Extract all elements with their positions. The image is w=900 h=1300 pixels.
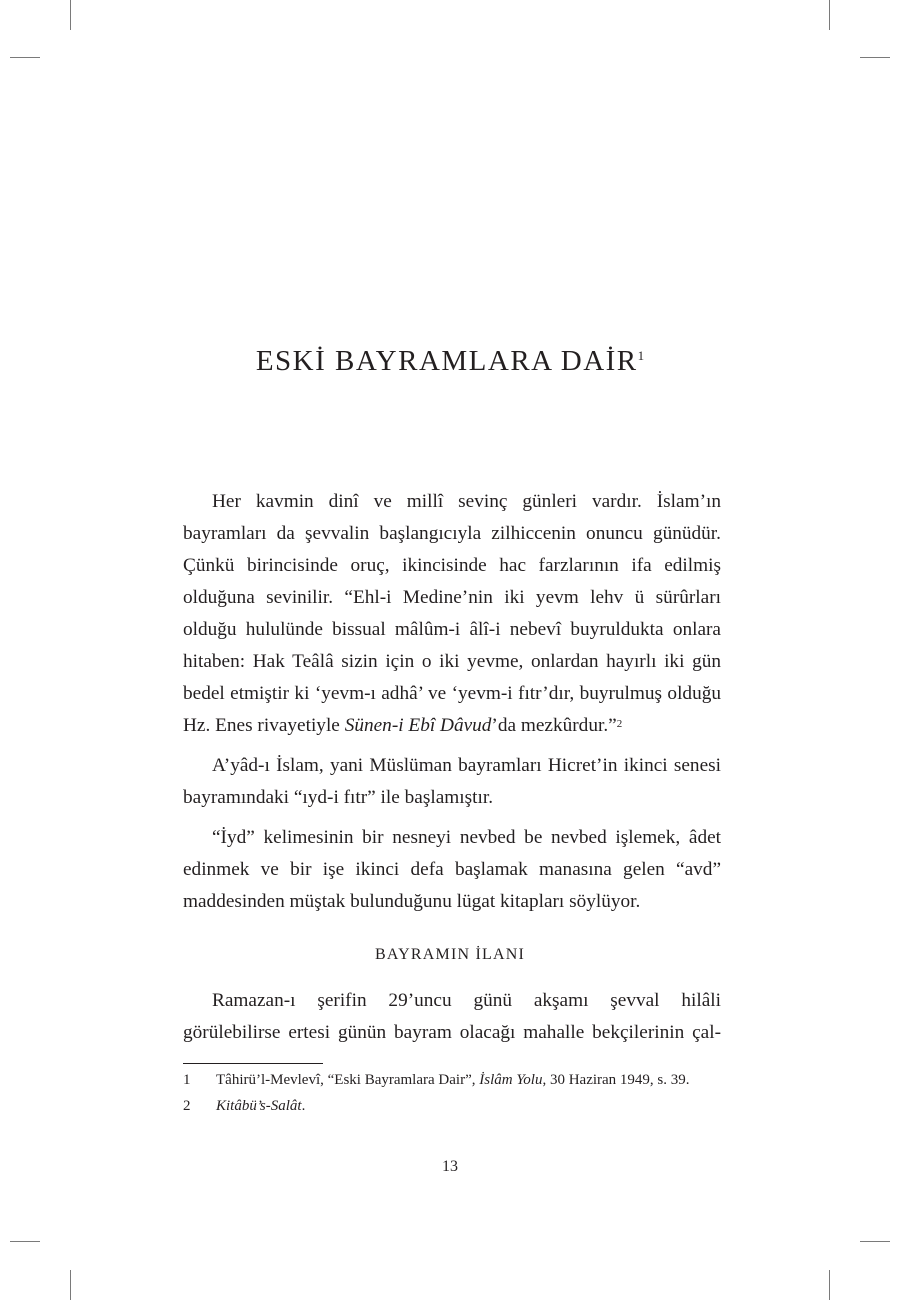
chapter-title (0, 345, 900, 378)
page-number: 13 (442, 1158, 458, 1175)
footnote-text: . (301, 1098, 306, 1114)
footnote-divider (183, 1063, 323, 1064)
footnotes (183, 1070, 721, 1122)
footnote-text: , 30 Haziran 1949, s. 39. (542, 1072, 690, 1088)
crop-mark (70, 1270, 71, 1300)
crop-mark (10, 1241, 40, 1242)
paragraph: “İyd” kelimesinin bir nesneyi nevbed be nevbed işlemek, âdet edinmek ve bir işe ikinci defa başlamak manasına gelen “avd” maddesinden müştak bulunduğunu lügat kitapları söylüyor. (183, 827, 721, 912)
paragraph (183, 486, 721, 742)
footnote (183, 1096, 721, 1116)
footnote-text: Tâhirü’l-Mevlevî, “Eski Bayramlara Dair”, (216, 1072, 480, 1088)
body-text (183, 486, 721, 926)
crop-mark (70, 0, 71, 30)
italic-title: İslâm Yolu (479, 1072, 543, 1088)
footnote-reference: 2 (616, 718, 623, 730)
crop-mark (860, 57, 890, 58)
paragraph: A’yâd-ı İslam, yani Müslüman bayramları Hicret’in ikinci senesi bayramındaki “ıyd-i fıtr” ile başlamıştır. (183, 755, 721, 808)
footnote-number: 1 (183, 1072, 191, 1088)
footnote (183, 1070, 721, 1090)
chapter-title-text: ESKİ BAYRAMLARA DAİR (255, 345, 638, 378)
paragraph: Ramazan-ı şerifin 29’uncu günü akşamı şevval hilâli görülebilirse ertesi günün bayram olacağı mahalle bekçilerinin çal- (183, 990, 721, 1043)
footnote-number: 2 (183, 1098, 191, 1114)
crop-mark (10, 57, 40, 58)
footnote-reference: 1 (637, 348, 645, 364)
crop-mark (829, 0, 830, 30)
crop-mark (860, 1241, 890, 1242)
paragraph-text: Her kavmin dinî ve millî sevinç günleri vardır. İslam’ın bayramları da şevvalin başlangıcıyla zilhiccenin onuncu günüdür. Çünkü birincisinde oruç, ikincisinde hac farzlarının ifa edilmiş olduğuna sevinilir. “Ehl-i Medine’nin iki yevm lehv ü sürûrları olduğu hululünde bissual mâlûm-i âlî-i nebevî buyruldukta onlara hitaben: Hak Teâlâ sizin için o iki yevme, onlardan hayırlı iki gün bedel etmiştir ki ‘yevm-ı adhâ’ ve ‘yevm-i fıtr’dır, buyrulmuş olduğu Hz. Enes rivayetiyle (183, 491, 721, 736)
paragraph-text: ’da mezkûrdur.” (491, 715, 617, 736)
section-subheading: BAYRAMIN İLANI (375, 946, 525, 963)
crop-mark (829, 1270, 830, 1300)
italic-title: Sünen-i Ebî Dâvud (344, 715, 492, 736)
italic-title: Kitâbü’s-Salât (216, 1098, 302, 1114)
body-text-continued (183, 985, 721, 1057)
